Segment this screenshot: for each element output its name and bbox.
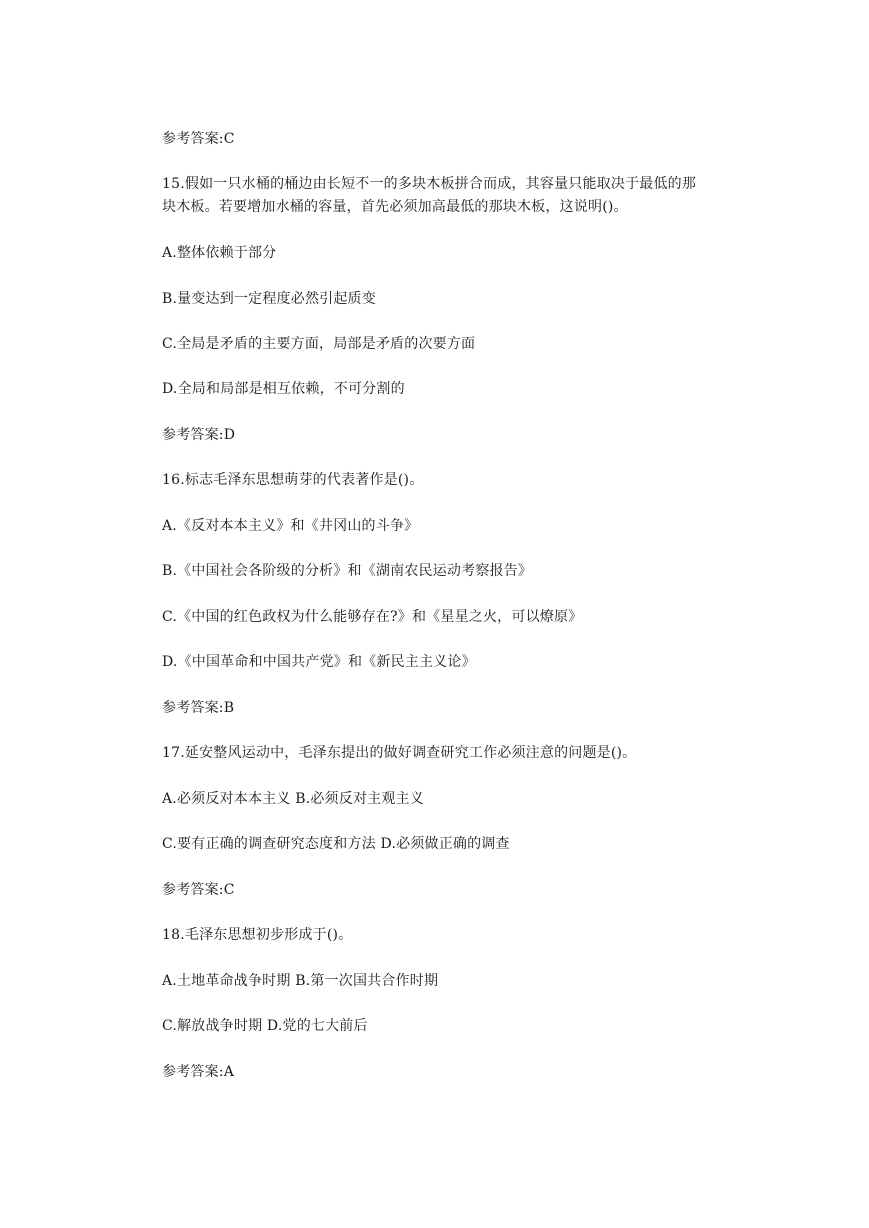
question-16: 16.标志毛泽东思想萌芽的代表著作是()。 <box>162 472 424 488</box>
option-17-cd: C.要有正确的调查研究态度和方法 D.必须做正确的调查 <box>162 836 510 852</box>
option-15-b: B.量变达到一定程度必然引起质变 <box>162 291 376 307</box>
question-15-line-1: 15.假如一只水桶的桶边由长短不一的多块木板拼合而成，其容量只能取决于最低的那 <box>162 176 697 192</box>
question-18: 18.毛泽东思想初步形成于()。 <box>162 927 353 943</box>
option-18-ab: A.土地革命战争时期 B.第一次国共合作时期 <box>162 973 439 989</box>
question-15-line-2: 块木板。若要增加水桶的容量，首先必须加高最低的那块木板，这说明()。 <box>162 199 628 215</box>
answer-key-17: 参考答案:C <box>162 882 235 898</box>
option-17-ab: A.必须反对本本主义 B.必须反对主观主义 <box>162 791 424 807</box>
option-16-b: B.《中国社会各阶级的分析》和《湖南农民运动考察报告》 <box>162 563 533 579</box>
answer-key-15: 参考答案:D <box>162 427 236 443</box>
answer-key-16: 参考答案:B <box>162 700 235 716</box>
answer-key-18: 参考答案:A <box>162 1064 235 1080</box>
answer-key-14: 参考答案:C <box>162 131 235 147</box>
option-18-cd: C.解放战争时期 D.党的七大前后 <box>162 1018 368 1034</box>
option-15-a: A.整体依赖于部分 <box>162 245 277 261</box>
option-16-a: A.《反对本本主义》和《井冈山的斗争》 <box>162 518 419 534</box>
option-16-d: D.《中国革命和中国共产党》和《新民主主义论》 <box>162 654 476 670</box>
question-17: 17.延安整风运动中，毛泽东提出的做好调查研究工作必须注意的问题是()。 <box>162 745 637 761</box>
option-15-d: D.全局和局部是相互依赖，不可分割的 <box>162 381 405 397</box>
option-15-c: C.全局是矛盾的主要方面，局部是矛盾的次要方面 <box>162 336 476 352</box>
option-16-c: C.《中国的红色政权为什么能够存在?》和《星星之火，可以燎原》 <box>162 609 583 625</box>
